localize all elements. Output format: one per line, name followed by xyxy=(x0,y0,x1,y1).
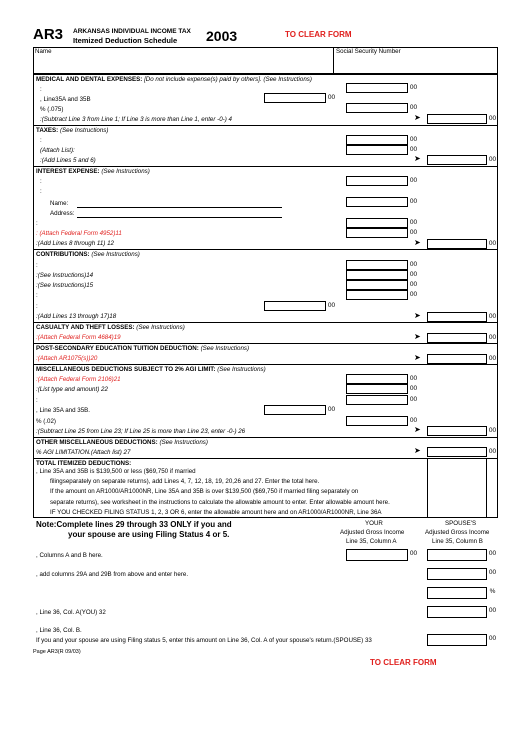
payee-address-label: Address: xyxy=(50,210,75,217)
tuition-heading: POST-SECONDARY EDUCATION TUITION DEDUCTION: (See Instructions) xyxy=(36,345,250,352)
spouse-column-header-1: SPOUSE'S xyxy=(445,520,477,527)
arrow-right-icon: ➤ xyxy=(414,332,421,341)
line-21-label: :(Attach Federal Form 2106)21 xyxy=(36,376,121,383)
line-14-label: :(See Instructions)14 xyxy=(36,272,94,279)
note-line-1: Note:Complete lines 29 through 33 ONLY if you and xyxy=(36,520,232,529)
line-20-label: :(Attach AR1075(s))20 xyxy=(36,355,98,362)
line-26-label: :(Subtract Line 25 from Line 23; If Line 25 is more than Line 23, enter -0-) 26 xyxy=(36,428,246,435)
form-id: AR3 xyxy=(33,26,64,43)
percent-label: % xyxy=(489,588,496,595)
cents-label: 00 xyxy=(488,334,497,341)
line-17-label: : xyxy=(36,303,38,310)
line-1-label: : xyxy=(40,86,42,93)
ssn-label: Social Security Number xyxy=(336,48,401,55)
line-33-label-1: , Line 36, Col. B. xyxy=(36,627,82,634)
tax-year: 2003 xyxy=(206,28,238,44)
clear-form-button-top[interactable]: TO CLEAR FORM xyxy=(285,30,352,39)
your-column-header-2: Adjusted Gross Income xyxy=(340,529,405,536)
line-20-input[interactable] xyxy=(427,354,487,364)
line-23-label: : xyxy=(36,397,38,404)
payee-address-line[interactable] xyxy=(77,217,282,218)
cents-label: 00 xyxy=(409,219,418,226)
line-2-label: , Line35A and 35B xyxy=(40,96,91,103)
line-29-label: , Columns A and B here. xyxy=(36,552,103,559)
cents-label: 00 xyxy=(409,291,418,298)
cents-label: 00 xyxy=(409,550,418,557)
cents-label: 00 xyxy=(488,569,497,576)
line-32-input[interactable] xyxy=(427,606,487,618)
line-30-label: , add columns 29A and 29B from above and enter here. xyxy=(36,571,189,578)
line-25-label: % (.02) xyxy=(36,418,56,425)
arrow-right-icon: ➤ xyxy=(414,238,421,247)
line-1-input[interactable] xyxy=(346,83,408,93)
line-6-input[interactable] xyxy=(346,145,408,155)
line-9-label: : xyxy=(36,220,38,227)
cents-label: 00 xyxy=(488,156,497,163)
cents-label: 00 xyxy=(409,375,418,382)
line-6-label: (Attach List): xyxy=(40,147,75,154)
line-28-text-1: , Line 35A and 35B is $139,500 or less ($69,750 if married xyxy=(36,468,196,475)
cents-label: 00 xyxy=(409,229,418,236)
line-5-label: : xyxy=(40,137,42,144)
arrow-right-icon: ➤ xyxy=(414,446,421,455)
line-23-input[interactable] xyxy=(346,395,408,405)
line-27-label: % AGI LIMITATION.(Attach list) 27 xyxy=(36,449,131,456)
ssn-input[interactable] xyxy=(336,56,496,72)
line-28-input[interactable] xyxy=(427,458,487,518)
line-29b-input[interactable] xyxy=(427,549,487,561)
clear-form-button-bottom[interactable]: TO CLEAR FORM xyxy=(370,658,437,667)
casualty-heading: CASUALTY AND THEFT LOSSES: (See Instructions) xyxy=(36,324,185,331)
line-16-input[interactable] xyxy=(346,290,408,300)
arrow-right-icon: ➤ xyxy=(414,353,421,362)
form-title-line1: ARKANSAS INDIVIDUAL INCOME TAX xyxy=(73,28,191,35)
line-33-input[interactable] xyxy=(427,634,487,646)
line-26-input[interactable] xyxy=(427,426,487,436)
line-7-input[interactable] xyxy=(427,155,487,165)
line-16-label: : xyxy=(36,292,38,299)
line-19-label: :(Attach Federal Form 4684)19 xyxy=(36,334,121,341)
cents-label: 00 xyxy=(488,550,497,557)
line-22-input[interactable] xyxy=(346,384,408,394)
cents-label: 00 xyxy=(488,115,497,122)
cents-label: 00 xyxy=(488,635,497,642)
cents-label: 00 xyxy=(409,271,418,278)
line-32-label: , Line 36, Col. A(YOU) 32 xyxy=(36,609,106,616)
cents-label: 00 xyxy=(488,313,497,320)
line-28-text-4: separate returns), see worksheet in the instructions to calculate the allowable amount to enter. Enter allowable amount here. xyxy=(50,499,390,506)
payee-name-label: Name: xyxy=(50,200,69,207)
line-8a-label: : xyxy=(40,178,42,185)
arrow-right-icon: ➤ xyxy=(414,425,421,434)
othermisc-heading: OTHER MISCELLANEOUS DEDUCTIONS: (See Instructions) xyxy=(36,439,208,446)
interest-heading: INTEREST EXPENSE: (See Instructions) xyxy=(36,168,150,175)
line-9-input[interactable] xyxy=(346,218,408,228)
cents-label: 00 xyxy=(409,146,418,153)
line-4-input[interactable] xyxy=(427,114,487,124)
arrow-right-icon: ➤ xyxy=(414,311,421,320)
cents-label: 00 xyxy=(488,607,497,614)
cents-label: 00 xyxy=(409,261,418,268)
line-14-input[interactable] xyxy=(346,270,408,280)
cents-label: 00 xyxy=(409,177,418,184)
line-19-input[interactable] xyxy=(427,333,487,343)
line-8b-label: : xyxy=(40,188,42,195)
cents-label: 00 xyxy=(488,240,497,247)
line-30-input[interactable] xyxy=(427,568,487,580)
misc2-heading: MISCELLANEOUS DEDUCTIONS SUBJECT TO 2% AGI LIMIT: (See Instructions) xyxy=(36,366,266,373)
line-3-label: % (.075) xyxy=(40,106,64,113)
line-22-label: :(List type and amount) 22 xyxy=(36,386,108,393)
payee-name-line[interactable] xyxy=(77,207,282,208)
line-25-input[interactable] xyxy=(346,416,408,426)
arrow-right-icon: ➤ xyxy=(414,154,421,163)
spouse-column-header-3: Line 35, Column B xyxy=(432,538,483,545)
cents-label: 00 xyxy=(409,198,418,205)
page-id: Page AR3(R 09/03) xyxy=(33,649,81,655)
line-21-input[interactable] xyxy=(346,374,408,384)
line-8a-input[interactable] xyxy=(346,176,408,186)
line-28-text-5: IF YOU CHECKED FILING STATUS 1, 2, 3 OR 6, enter the allowable amount here and on AR1000/AR1000NR, Line 36A xyxy=(50,509,382,516)
cents-label: 00 xyxy=(488,427,497,434)
name-label: Name xyxy=(35,48,52,55)
line-8b-input[interactable] xyxy=(346,197,408,207)
line-28-text-2: filingseparately on separate returns), add Lines 4, 7, 12, 18, 19, 20,26 and 27. Enter the total here. xyxy=(50,478,320,485)
spouse-column-header-2: Adjusted Gross Income xyxy=(425,529,490,536)
cents-label: 00 xyxy=(409,136,418,143)
cents-label: 00 xyxy=(409,84,418,91)
cents-label: 00 xyxy=(488,448,497,455)
line-2-input[interactable] xyxy=(264,93,326,103)
cents-label: 00 xyxy=(409,104,418,111)
line-28-text-3: If the amount on AR1000/AR1000NR, Line 35A and 35B is over $139,500 ($69,750 if married filing separately on xyxy=(50,488,359,495)
line-5-input[interactable] xyxy=(346,135,408,145)
line-15-input[interactable] xyxy=(346,280,408,290)
line-17-input[interactable] xyxy=(264,301,326,311)
cents-label: 00 xyxy=(409,281,418,288)
form-title-line2: Itemized Deduction Schedule xyxy=(73,36,178,45)
line-4-label: :(Subtract Line 3 from Line 1; If Line 3 is more than Line 1, enter -0-) 4 xyxy=(40,116,232,123)
line-18-input[interactable] xyxy=(427,312,487,322)
cents-label: 00 xyxy=(327,406,336,413)
medical-heading: MEDICAL AND DENTAL EXPENSES: [Do not include expense(s) paid by others]. (See Instructions) xyxy=(36,76,312,83)
line-18-label: :(Add Lines 13 through 17)18 xyxy=(36,313,117,320)
line-7-label: :(Add Lines 5 and 6) xyxy=(40,157,96,164)
cents-label: 00 xyxy=(327,94,336,101)
line-13-label: : xyxy=(36,262,38,269)
line-13-input[interactable] xyxy=(346,260,408,270)
line-31-input[interactable] xyxy=(427,587,487,599)
taxes-heading: TAXES: (See Instructions) xyxy=(36,127,109,134)
line-15-label: :(See Instructions)15 xyxy=(36,282,94,289)
line-24-input[interactable] xyxy=(264,405,326,415)
line-24-label: , Line 35A and 35B. xyxy=(36,407,91,414)
line-27-input[interactable] xyxy=(427,447,487,457)
line-12-input[interactable] xyxy=(427,239,487,249)
note-line-2: your spouse are using Filing Status 4 or 5. xyxy=(68,530,230,539)
line-11-label: : (Attach Federal Form 4952)11 xyxy=(36,230,122,237)
line-11-input[interactable] xyxy=(346,228,408,238)
contributions-heading: CONTRIBUTIONS: (See Instructions) xyxy=(36,251,140,258)
name-input[interactable] xyxy=(35,56,330,72)
cents-label: 00 xyxy=(409,396,418,403)
your-column-header-3: Line 35, Column A xyxy=(346,538,397,545)
line-3-input[interactable] xyxy=(346,103,408,113)
cents-label: 00 xyxy=(409,417,418,424)
line-12-label: :(Add Lines 8 through 11) 12 xyxy=(36,240,114,247)
arrow-right-icon: ➤ xyxy=(414,113,421,122)
cents-label: 00 xyxy=(327,302,336,309)
total-heading: TOTAL ITEMIZED DEDUCTIONS: xyxy=(36,460,132,467)
line-33-label-2: If you and your spouse are using Filing status 5, enter this amount on Line 36, Col. A of your spouse's return.(SPOUSE) 33 xyxy=(36,637,372,644)
cents-label: 00 xyxy=(488,355,497,362)
cents-label: 00 xyxy=(409,385,418,392)
line-29a-input[interactable] xyxy=(346,549,408,561)
your-column-header-1: YOUR xyxy=(365,520,383,527)
